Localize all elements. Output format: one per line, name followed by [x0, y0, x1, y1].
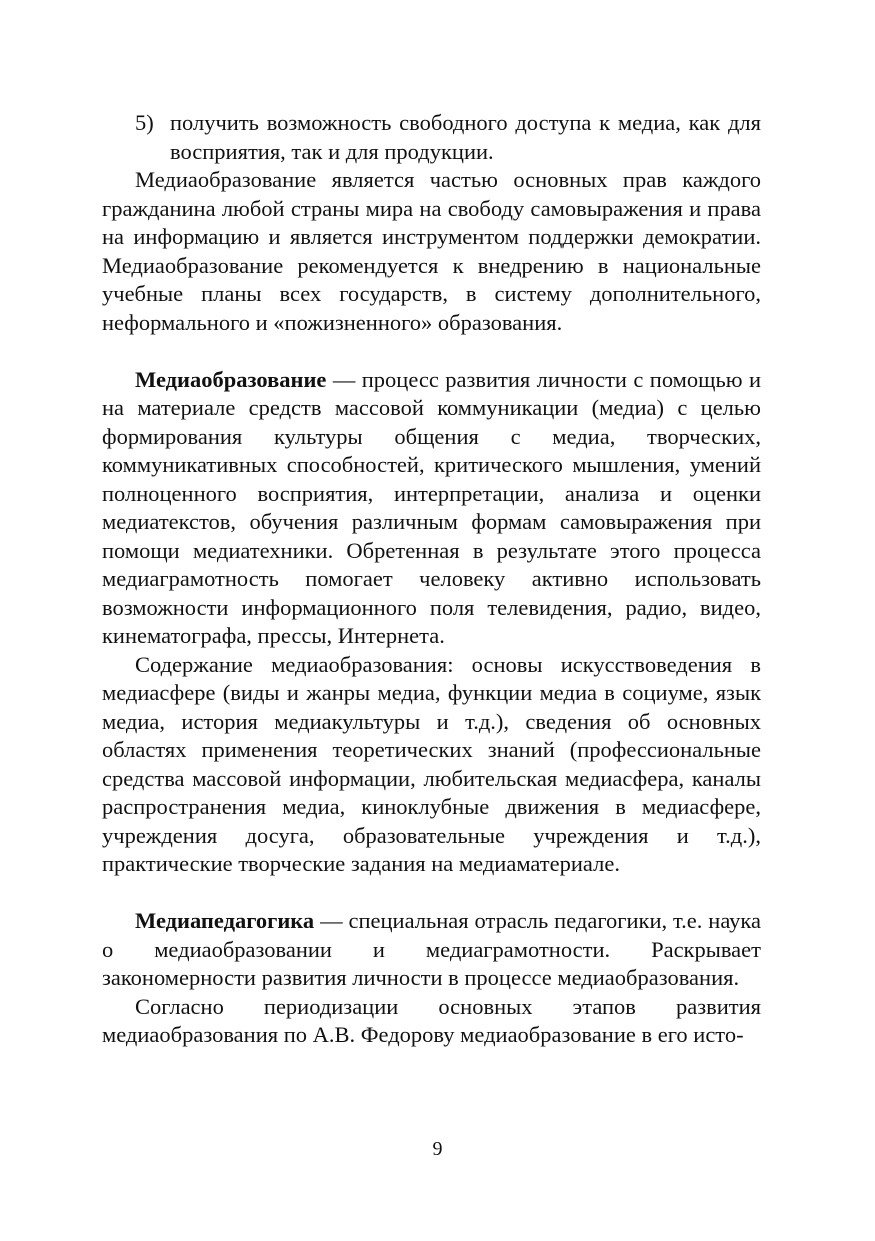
paragraph-gap: [102, 337, 761, 366]
list-marker: 5): [135, 110, 154, 135]
definition-media-pedagogy-text: — специальная отрасль педагогики, т.е. наука о медиаобразовании и медиаграмотности. Раскрывает закономерности развития личности в процессе медиаобразования.: [102, 908, 761, 990]
definition-media-education: [102, 366, 761, 651]
term-media-pedagogy: Медиапедагогика: [135, 908, 315, 933]
term-media-education: Медиаобразование: [135, 366, 327, 392]
page-body: [102, 109, 761, 1050]
paragraph-media-education-content: Содержание медиаобразования: основы искусствоведения в медиасфере (виды и жанры медиа, функции медиа в социуме, язык медиа, история медиакультуры и т.д.), сведения об основных областях применения теоретических знаний (профессиональные средства массовой информации, любительская медиасфера, каналы распространения медиа, киноклубные движения в медиасфере, учреждения досуга, образовательные учреждения и т.д.), практические творческие задания на медиаматериале.: [102, 651, 761, 876]
list-item-5: [102, 109, 761, 166]
paragraph-periodization: Согласно периодизации основных этапов развития медиаобразования по А.В. Федорову медиаобразование в его исто-: [102, 993, 761, 1047]
paragraph-gap: [102, 879, 761, 908]
page-number: 9: [432, 1138, 443, 1160]
paragraph-media-education-rights: Медиаобразование является частью основных прав каждого гражданина любой страны мира на свободу самовыражения и права на информацию и является инструментом поддержки демократии. Медиаобразование рекомендуется к внедрению в национальные учебные планы всех государств, в систему дополнительного, неформального и «пожизненного» образования.: [102, 167, 761, 335]
definition-media-pedagogy: [102, 907, 761, 993]
list-item-text: получить возможность свободного доступа к медиа, как для восприятия, так и для продукции.: [170, 110, 761, 164]
definition-media-education-text: — процесс развития личности с помощью и на материале средств массовой коммуникации (медиа) с целью формирования культуры общения с медиа, творческих, коммуникативных способностей, критического мышления, умений полноценного восприятия, интерпретации, анализа и оценки медиатекстов, обучения различным формам самовыражения при помощи медиатехники. Обретенная в результате этого процесса медиаграмотность помогает человеку активно использовать возможности информационного поля телевидения, радио, видео, кинематографа, прессы, Интернета.: [102, 366, 761, 648]
